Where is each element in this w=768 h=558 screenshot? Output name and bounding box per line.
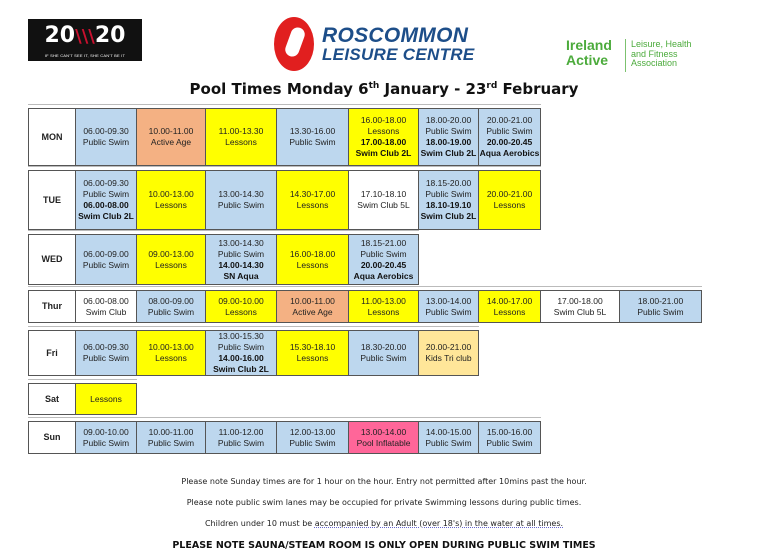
slot-text: Active Age: [150, 137, 192, 147]
slot-text: 18.00-21.00: [637, 295, 684, 306]
slot-text: 10.00-11.00: [290, 295, 335, 306]
schedule-slot: [348, 170, 419, 230]
schedule-slot: [136, 234, 206, 285]
slot-text: Swim Club 2L: [355, 148, 412, 158]
day-label: Sat: [28, 383, 76, 415]
slot-text: Public Swim: [289, 137, 336, 147]
schedule-row-tue: [28, 170, 541, 230]
slot-text: 06.00-09.00: [83, 248, 129, 259]
slot-text: Lessons: [155, 200, 187, 210]
slot-text: Public Swim: [82, 353, 130, 363]
schedule-row-fri: [28, 330, 479, 376]
slot-text: 10.00-13.00: [148, 342, 194, 352]
schedule-slot: [418, 170, 479, 230]
slot-text: 15.00-16.00: [486, 426, 533, 437]
slot-text: Public Swim: [217, 437, 265, 448]
logo-word: Active: [566, 52, 609, 68]
note-sunday: Please note Sunday times are for 1 hour on the hour. Entry not permitted after 10mins past the hour.: [181, 477, 587, 486]
slot-text: 13.00-14.00: [360, 426, 407, 437]
schedule-slot: [75, 290, 137, 323]
slot-text: Public Swim: [217, 342, 265, 352]
slot-text: 06.00-09.30: [83, 178, 129, 188]
slot-text: 17.10-18.10: [360, 189, 407, 199]
slot-text: Lessons: [367, 306, 400, 317]
slot-text: Swim Club 5L: [553, 306, 607, 317]
schedule-slot: [136, 421, 206, 454]
slot-text: 18.00-20.00: [425, 115, 472, 125]
20x20-logo: [28, 19, 142, 61]
slot-text: 14.00-16.00: [218, 353, 264, 363]
slot-text: Lessons: [493, 306, 526, 317]
slot-text: 20.00-21.00: [425, 342, 472, 352]
logo-text: 20: [44, 23, 76, 48]
slot-text: 11.00-13.00: [361, 295, 406, 306]
schedule-slot: [205, 170, 277, 230]
day-label: Fri: [28, 330, 76, 376]
schedule-slot: [75, 170, 137, 230]
schedule-slot: [75, 421, 137, 454]
schedule-slot: [478, 170, 541, 230]
schedule-row-thur: [28, 290, 702, 323]
slot-text: 13.00-14.00: [425, 295, 472, 306]
slot-text: Lessons: [296, 353, 329, 363]
slot-text: Public Swim: [82, 189, 130, 199]
slot-text: Lessons: [493, 200, 526, 210]
schedule-slot: [540, 290, 620, 323]
slot-text: Swim Club 2L: [420, 148, 477, 158]
logo-tagline: and Fitness: [631, 48, 678, 59]
day-label: Sun: [28, 421, 76, 454]
schedule-slot: [276, 421, 349, 454]
slot-text: 18.15-20.00: [425, 178, 472, 188]
slot-text: Lessons: [225, 306, 257, 317]
slot-text: 17.00-18.00: [557, 295, 603, 306]
slot-text: Aqua Aerobics: [353, 270, 414, 281]
logo-text: 20: [94, 23, 126, 48]
slot-text: 11.00-13.30: [218, 126, 264, 136]
schedule-slot: [276, 330, 349, 376]
slot-text: Public Swim: [82, 137, 130, 147]
slot-text: 16.00-18.00: [289, 248, 336, 259]
slot-text: 20.00-21.00: [486, 189, 533, 199]
slot-text: Public Swim: [637, 306, 684, 317]
slot-text: Lessons: [155, 259, 187, 270]
slot-text: 13.30-16.00: [289, 126, 336, 136]
slot-text: Swim Club 2L: [420, 211, 477, 221]
schedule-slot: [136, 290, 206, 323]
slot-text: 13.00-14.30: [218, 237, 264, 248]
slot-text: 10.00-11.00: [148, 426, 194, 437]
slot-text: 10.00-13.00: [148, 189, 194, 199]
slot-text: Lessons: [296, 200, 329, 210]
schedule-slot: [136, 170, 206, 230]
slot-text: Swim Club 2L: [78, 211, 134, 221]
slot-text: 20.00-20.45: [486, 137, 533, 147]
page-title: Pool Times Monday 6th January - 23rd February: [189, 80, 579, 98]
logo-line1: ROSCOMMON: [322, 24, 469, 47]
slot-text: 06.00-08.00: [83, 200, 129, 210]
logo-tagline: IF SHE CAN'T SEE IT, SHE CAN'T BE IT: [44, 53, 126, 58]
logo-tagline: Leisure, Health: [631, 39, 692, 49]
slot-text: 06.00-09.30: [83, 126, 129, 136]
slot-text: 17.00-18.00: [360, 137, 407, 147]
slot-text: 14.30-17.00: [289, 189, 336, 199]
slot-text: Swim Club: [85, 306, 127, 317]
slot-text: Lessons: [367, 126, 400, 136]
slot-text: 06.00-09.30: [83, 342, 129, 352]
schedule-slot: [348, 421, 419, 454]
schedule-row-wed: [28, 234, 419, 285]
slot-text: 16.00-18.00: [360, 115, 407, 125]
slot-text: Swim Club 5L: [357, 200, 410, 210]
logo-line2: LEISURE CENTRE: [322, 45, 475, 64]
slot-text: Active Age: [292, 306, 333, 317]
slot-text: Public Swim: [82, 259, 130, 270]
schedule-slot: [276, 108, 349, 166]
schedule-slot: [205, 234, 277, 285]
slot-text: Public Swim: [425, 126, 472, 136]
slot-text: Public Swim: [360, 248, 407, 259]
slot-text: Lessons: [225, 137, 257, 147]
schedule-slot: [276, 290, 349, 323]
roscommon-leisure-centre-logo: [270, 17, 480, 73]
schedule-slot: [478, 421, 541, 454]
schedule-slot: [348, 108, 419, 166]
schedule-row-sun: [28, 421, 541, 454]
slot-text: SN Aqua: [223, 270, 259, 281]
slot-text: 18.10-19.10: [425, 200, 472, 210]
slot-text: Public Swim: [147, 306, 195, 317]
day-label: MON: [28, 108, 76, 166]
schedule-slot: [205, 421, 277, 454]
schedule-slot: [348, 234, 419, 285]
slot-text: Public Swim: [289, 437, 336, 448]
schedule-slot: [205, 108, 277, 166]
schedule-slot: [75, 383, 137, 415]
slot-text: Aqua Aerobics: [479, 148, 540, 158]
note-lanes: Please note public swim lanes may be occupied for private Swimming lessons during public times.: [186, 498, 582, 507]
logo-divider: [625, 39, 626, 72]
logo-tagline: Association: [631, 58, 678, 68]
schedule-slot: [205, 330, 277, 376]
day-label: WED: [28, 234, 76, 285]
schedule-slot: [205, 290, 277, 323]
schedule-slot: [478, 108, 541, 166]
slot-text: 14.00-15.00: [425, 426, 472, 437]
slot-text: Public Swim: [217, 248, 265, 259]
slot-text: Public Swim: [425, 189, 472, 199]
slot-text: 13.00-14.30: [218, 189, 264, 199]
slot-text: Kids Tri club: [425, 353, 472, 363]
schedule-slot: [348, 290, 419, 323]
slot-text: Public Swim: [486, 126, 533, 136]
slot-text: 11.00-12.00: [218, 426, 264, 437]
slot-text: 09.00-10.00: [218, 295, 264, 306]
schedule-slot: [619, 290, 702, 323]
slot-text: Swim Club 2L: [213, 364, 269, 374]
slot-text: 18.00-19.00: [425, 137, 472, 147]
slot-text: 14.00-17.00: [486, 295, 533, 306]
note-children: Children under 10 must be accompanied by an Adult (over 18's) in the water at all times.: [204, 519, 564, 528]
slot-text: 10.00-11.00: [148, 126, 194, 136]
slot-text: 20.00-20.45: [360, 259, 407, 270]
schedule-slot: [348, 330, 419, 376]
schedule-slot: [276, 234, 349, 285]
logo-word: Ireland: [566, 37, 612, 53]
schedule-row-sat: [28, 383, 137, 415]
slot-text: 18.30-20.00: [360, 342, 407, 352]
slot-text: 08.00-09.00: [148, 295, 194, 306]
schedule-slot: [136, 330, 206, 376]
slot-text: 18.15-21.00: [360, 237, 407, 248]
schedule-slot: [418, 330, 479, 376]
slot-text: Public Swim: [425, 437, 472, 448]
slot-text: Public Swim: [82, 437, 130, 448]
slot-text: 13.00-15.30: [218, 331, 264, 341]
slot-text: Public Swim: [486, 437, 533, 448]
schedule-slot: [478, 290, 541, 323]
schedule-row-mon: [28, 108, 541, 166]
day-label: Thur: [28, 290, 76, 323]
note-sauna: PLEASE NOTE SAUNA/STEAM ROOM IS ONLY OPEN DURING PUBLIC SWIM TIMES: [172, 540, 596, 551]
day-label: TUE: [28, 170, 76, 230]
slot-text: Public Swim: [217, 200, 265, 210]
rlc-badge-icon: [274, 17, 314, 71]
slot-text: Lessons: [296, 259, 329, 270]
slot-text: 06.00-08.00: [83, 295, 129, 306]
schedule-slot: [418, 421, 479, 454]
slot-text: 09.00-10.00: [83, 426, 129, 437]
slot-text: 14.00-14.30: [218, 259, 264, 270]
logo-mark-icon: \\\: [75, 26, 95, 47]
slot-text: Lessons: [90, 393, 122, 404]
schedule-slot: [136, 108, 206, 166]
slot-text: 09.00-13.00: [148, 248, 194, 259]
slot-text: Public Swim: [360, 353, 407, 363]
slot-text: 15.30-18.10: [289, 342, 336, 352]
schedule-slot: [276, 170, 349, 230]
slot-text: Public Swim: [147, 437, 195, 448]
slot-text: Public Swim: [425, 306, 472, 317]
schedule-slot: [418, 290, 479, 323]
slot-text: 20.00-21.00: [486, 115, 533, 125]
schedule-slot: [75, 330, 137, 376]
slot-text: 12.00-13.00: [289, 426, 336, 437]
slot-text: Pool Inflatable: [356, 437, 411, 448]
schedule-slot: [418, 108, 479, 166]
schedule-slot: [75, 108, 137, 166]
slot-text: Lessons: [155, 353, 187, 363]
schedule-slot: [75, 234, 137, 285]
